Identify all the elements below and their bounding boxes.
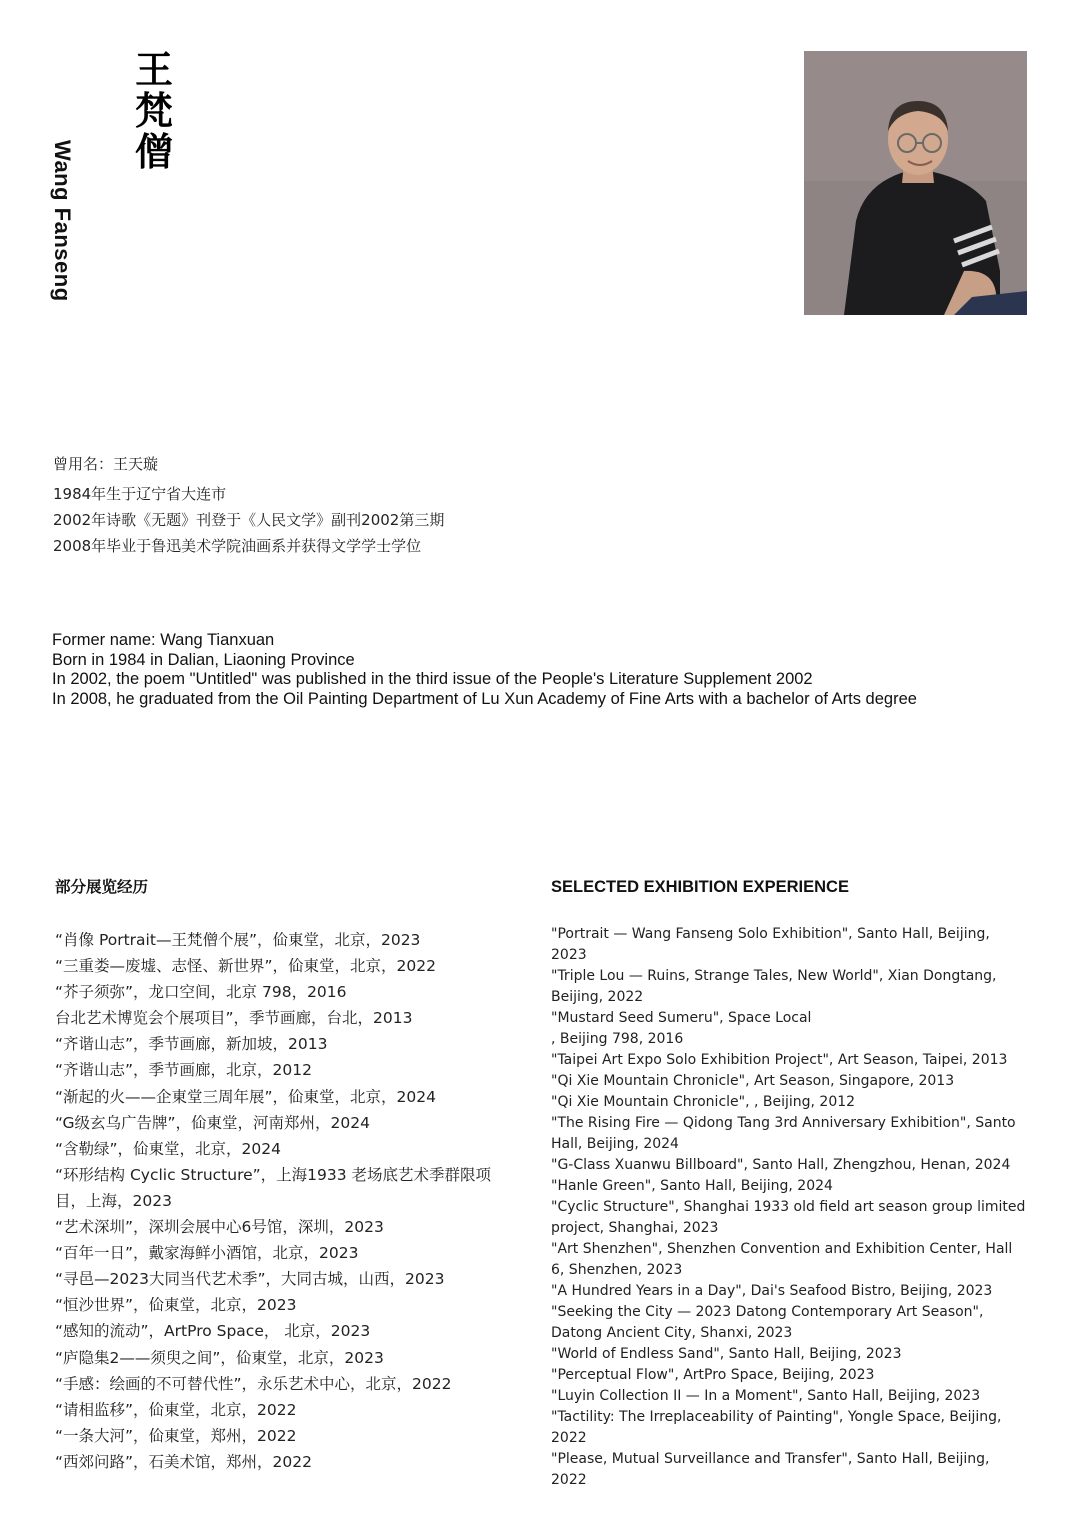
exhibition-item-cn: “一条大河”，佡東堂，郑州，2022 [55, 1426, 297, 1445]
exhibition-item-en: "Please, Mutual Surveillance and Transfer", Santo Hall, Beijing, [551, 1451, 990, 1467]
exhibition-item-en: "Luyin Collection II — In a Moment", Santo Hall, Beijing, 2023 [551, 1388, 981, 1404]
exhibition-item-cn: “恒沙世界”，佡東堂，北京，2023 [55, 1296, 297, 1315]
exhibitions-heading-cn: 部分展览经历 [55, 878, 149, 896]
exhibition-item-cn: “庐隐集2——须臾之间”，佡東堂，北京，2023 [55, 1348, 384, 1367]
exhibition-item-cn: “手感：绘画的不可替代性”，永乐艺术中心，北京，2022 [55, 1374, 452, 1393]
exhibition-item-en: "Cyclic Structure", Shanghai 1933 old field art season group limited [551, 1199, 1026, 1215]
exhibition-item-cn: “含勒绿”，佡東堂，北京，2024 [55, 1139, 282, 1158]
exhibitions-chinese-column [55, 876, 525, 1475]
name-char: 王 [134, 48, 173, 92]
exhibition-item-cn: 目，上海，2023 [55, 1191, 172, 1210]
artist-name-english-text: Wang Fanseng [50, 140, 75, 302]
exhibition-item-en: "Portrait — Wang Fanseng Solo Exhibition", Santo Hall, Beijing, [551, 926, 990, 942]
exhibition-item-cn: “环形结构 Cyclic Structure”，上海1933 老场底艺术季群限项 [55, 1165, 492, 1184]
artist-name-chinese [132, 50, 176, 173]
bio-line-en: Born in 1984 in Dalian, Liaoning Province [52, 650, 355, 669]
artist-name-english [47, 140, 77, 320]
exhibition-item-en: 2022 [551, 1472, 587, 1488]
exhibition-item-en: , Beijing 798, 2016 [551, 1031, 684, 1047]
exhibition-item-cn: “肖像 Portrait—王梵僧个展”，佡東堂，北京，2023 [55, 931, 421, 949]
exhibition-item-cn: “西郊问路”，石美术馆，郑州，2022 [55, 1452, 313, 1471]
bio-line-en: Former name: Wang Tianxuan [52, 631, 275, 649]
exhibitions-list-cn [55, 927, 525, 1475]
exhibition-item-en: "The Rising Fire — Qidong Tang 3rd Anniversary Exhibition", Santo [551, 1115, 1016, 1131]
exhibition-item-en: Beijing, 2022 [551, 989, 644, 1005]
bio-line-cn: 1984年生于辽宁省大连市 [53, 485, 227, 503]
exhibitions-list-en [551, 924, 1041, 1491]
former-name-cn: 曾用名：王天璇 [53, 455, 159, 473]
exhibition-item-en: project, Shanghai, 2023 [551, 1220, 719, 1236]
exhibition-item-cn: “艺术深圳”，深圳会展中心6号馆，深圳，2023 [55, 1218, 384, 1237]
exhibition-item-en: "Taipei Art Expo Solo Exhibition Project", Art Season, Taipei, 2013 [551, 1052, 1008, 1068]
bio-line-en: In 2002, the poem "Untitled" was published in the third issue of the People's Literature Supplement 2002 [52, 670, 813, 689]
exhibition-item-cn: 台北艺术博览会个展项目”，季节画廊，台北，2013 [55, 1009, 413, 1028]
biography-english [52, 631, 917, 709]
portrait-illustration [804, 51, 1027, 315]
exhibition-item-en: "Art Shenzhen", Shenzhen Convention and Exhibition Center, Hall [551, 1241, 1013, 1257]
exhibition-item-cn: “寻邑—2023大同当代艺术季”，大同古城，山西，2023 [55, 1270, 445, 1289]
exhibition-item-cn: “芥子须弥”，龙口空间，北京 798，2016 [55, 983, 347, 1002]
biography-chinese [53, 452, 444, 559]
exhibitions-heading-en: SELECTED EXHIBITION EXPERIENCE [551, 878, 849, 896]
exhibition-item-cn: “齐谐山志”，季节画廊，新加坡，2013 [55, 1035, 328, 1054]
bio-line-en: In 2008, he graduated from the Oil Painting Department of Lu Xun Academy of Fine Arts with a bachelor of Arts degree [52, 689, 917, 708]
exhibition-item-en: "Seeking the City — 2023 Datong Contemporary Art Season", [551, 1304, 984, 1320]
exhibition-item-en: "Hanle Green", Santo Hall, Beijing, 2024 [551, 1178, 833, 1194]
exhibition-item-en: Hall, Beijing, 2024 [551, 1136, 679, 1152]
exhibition-item-cn: “感知的流动”，ArtPro Space， 北京，2023 [55, 1322, 371, 1341]
exhibition-item-en: 2023 [551, 947, 587, 963]
exhibition-item-en: "Perceptual Flow", ArtPro Space, Beijing, 2023 [551, 1367, 875, 1383]
exhibition-item-en: 6, Shenzhen, 2023 [551, 1262, 683, 1278]
exhibition-item-cn: “请相监移”，佡東堂，北京，2022 [55, 1400, 297, 1419]
exhibition-item-cn: “三重娄—废墟、志怪、新世界”，佡東堂，北京，2022 [55, 957, 437, 976]
exhibition-item-cn: “渐起的火——企東堂三周年展”，佡東堂，北京，2024 [55, 1087, 437, 1106]
bio-line-cn: 2008年毕业于鲁迅美术学院油画系并获得文学学士学位 [53, 537, 422, 555]
artist-portrait-photo [804, 51, 1027, 315]
name-char: 梵 [134, 89, 173, 133]
bio-line-cn: 2002年诗歌《无题》刊登于《人民文学》副刊2002第三期 [53, 511, 445, 529]
exhibition-item-en: "Mustard Seed Sumeru", Space Local [551, 1010, 812, 1026]
name-char: 僧 [134, 130, 173, 174]
exhibition-item-cn: “齐谐山志”，季节画廊，北京，2012 [55, 1061, 313, 1080]
exhibition-item-cn: “百年一日”，戴家海鲜小酒馆，北京，2023 [55, 1244, 359, 1263]
exhibition-item-cn: “G级玄乌广告牌”，佡東堂，河南郑州，2024 [55, 1113, 370, 1132]
exhibition-item-en: "Triple Lou — Ruins, Strange Tales, New World", Xian Dongtang, [551, 968, 997, 984]
exhibition-item-en: 2022 [551, 1430, 587, 1446]
exhibition-item-en: "Qi Xie Mountain Chronicle", , Beijing, 2012 [551, 1094, 856, 1110]
exhibition-item-en: "A Hundred Years in a Day", Dai's Seafood Bistro, Beijing, 2023 [551, 1283, 993, 1299]
exhibitions-english-column [551, 876, 1041, 1491]
exhibition-item-en: "World of Endless Sand", Santo Hall, Beijing, 2023 [551, 1346, 902, 1362]
exhibition-item-en: "Tactility: The Irreplaceability of Painting", Yongle Space, Beijing, [551, 1409, 1002, 1425]
exhibition-item-en: Datong Ancient City, Shanxi, 2023 [551, 1325, 793, 1341]
exhibition-item-en: "G-Class Xuanwu Billboard", Santo Hall, Zhengzhou, Henan, 2024 [551, 1157, 1011, 1173]
exhibition-item-en: "Qi Xie Mountain Chronicle", Art Season, Singapore, 2013 [551, 1073, 955, 1089]
